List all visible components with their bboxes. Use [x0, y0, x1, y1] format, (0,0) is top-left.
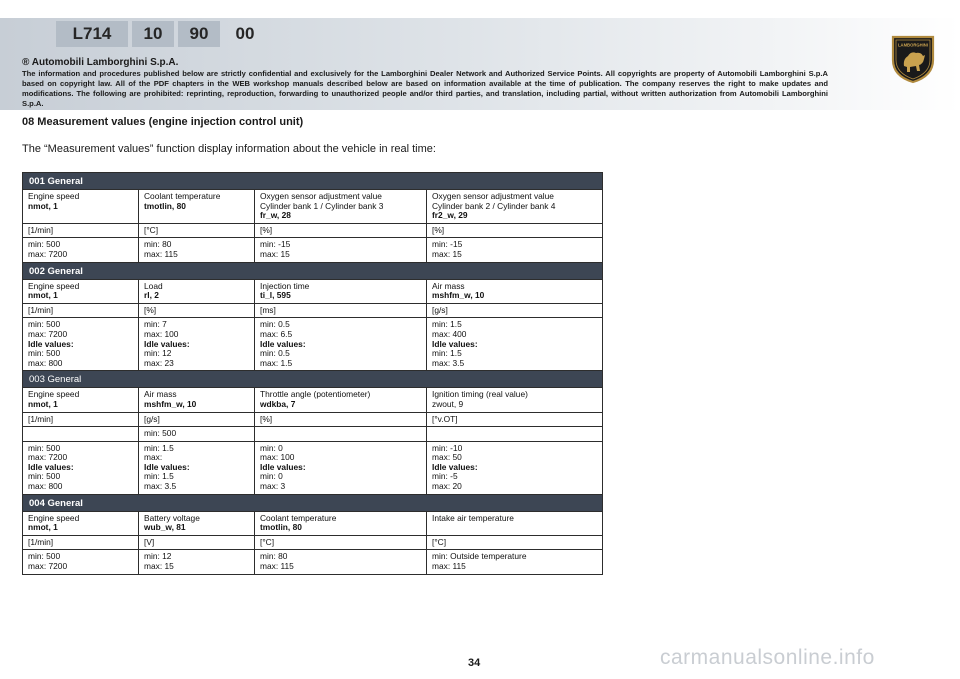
- cell-line: min: 0: [260, 471, 283, 482]
- cell-line: wub_w, 81: [144, 522, 186, 533]
- cell-line: nmot, 1: [28, 398, 58, 409]
- copyright-title: ® Automobili Lamborghini S.p.A.: [22, 57, 179, 68]
- cell-line: Idle values:: [432, 461, 478, 472]
- cell-line: [°C]: [144, 224, 159, 235]
- cell-line: max: 115: [432, 561, 466, 572]
- cell-line: max: 115: [260, 561, 294, 572]
- table-cell: [23, 412, 139, 427]
- cell-line: max:: [144, 452, 163, 463]
- table-cell: [427, 427, 603, 442]
- cell-line: min: 1.5: [144, 442, 174, 453]
- table-cell: [255, 388, 427, 412]
- table-cell: [427, 318, 603, 371]
- cell-line: max: 115: [144, 248, 178, 259]
- table-cell: [427, 303, 603, 318]
- group-code: 10: [132, 21, 174, 47]
- cell-line: max: 7200: [28, 452, 68, 463]
- cell-line: Engine speed: [28, 280, 80, 291]
- cell-line: Battery voltage: [144, 512, 200, 523]
- cell-line: Idle values:: [260, 338, 306, 349]
- cell-line: min: -15: [260, 239, 291, 250]
- cell-line: min: 0.5: [260, 348, 290, 359]
- table-cell: [23, 190, 139, 224]
- manual-code-row: [56, 21, 270, 47]
- table-cell: [255, 441, 427, 494]
- section-heading: 08 Measurement values (engine injection control unit): [22, 116, 304, 128]
- cell-line: min: 12: [144, 348, 172, 359]
- cell-line: [ms]: [260, 304, 276, 315]
- cell-line: [1/min]: [28, 304, 54, 315]
- table-row: [23, 412, 603, 427]
- table-cell: [139, 318, 255, 371]
- group-title: 002 General: [23, 262, 603, 279]
- table-cell: [139, 190, 255, 224]
- table-row: [23, 238, 603, 262]
- cell-line: [1/min]: [28, 224, 54, 235]
- table-cell: [139, 279, 255, 303]
- table-cell: [23, 511, 139, 535]
- table-cell: [427, 441, 603, 494]
- table-cell: [139, 223, 255, 238]
- cell-line: max: 800: [28, 357, 63, 368]
- table-cell: [255, 190, 427, 224]
- table-cell: [255, 238, 427, 262]
- table-cell: [139, 535, 255, 550]
- table-row: [23, 427, 603, 442]
- cell-line: wdkba, 7: [260, 398, 296, 409]
- cell-line: Ignition timing (real value): [432, 389, 528, 400]
- table-cell: [427, 190, 603, 224]
- cell-line: min: 1.5: [432, 319, 462, 330]
- cell-line: max: 3.5: [144, 481, 177, 492]
- table-cell: [139, 412, 255, 427]
- cell-line: Cylinder bank 2 / Cylinder bank 4: [432, 200, 556, 211]
- table-cell: [139, 303, 255, 318]
- table-cell: [139, 550, 255, 574]
- table-cell: [139, 441, 255, 494]
- cell-line: max: 3.5: [432, 357, 465, 368]
- table-cell: [23, 223, 139, 238]
- cell-line: max: 7200: [28, 328, 68, 339]
- cell-line: [°C]: [432, 536, 447, 547]
- cell-line: min: 500: [144, 428, 177, 439]
- cell-line: max: 20: [432, 481, 462, 492]
- table-cell: [427, 412, 603, 427]
- cell-line: max: 6.5: [260, 328, 293, 339]
- cell-line: min: 80: [260, 551, 288, 562]
- cell-line: Idle values:: [144, 338, 190, 349]
- logo-wordmark: LAMBORGHINI: [897, 42, 929, 48]
- table-row: [23, 303, 603, 318]
- table-cell: [427, 511, 603, 535]
- table-row: [23, 441, 603, 494]
- cell-line: min: 1.5: [432, 348, 462, 359]
- cell-line: min: Outside temperature: [432, 551, 527, 562]
- cell-line: min: 80: [144, 239, 172, 250]
- cell-line: Cylinder bank 1 / Cylinder bank 3: [260, 200, 384, 211]
- cell-line: [%]: [144, 304, 157, 315]
- cell-line: [1/min]: [28, 536, 54, 547]
- table-cell: [427, 238, 603, 262]
- watermark: carmanualsonline.info: [660, 646, 875, 669]
- lamborghini-bull-shield-icon: [890, 34, 936, 84]
- cell-line: max: 15: [144, 561, 174, 572]
- cell-line: Idle values:: [28, 461, 74, 472]
- cell-line: min: -15: [432, 239, 463, 250]
- table-cell: [23, 441, 139, 494]
- cell-line: Air mass: [144, 389, 177, 400]
- cell-line: max: 3: [260, 481, 286, 492]
- copyright-notice: [22, 57, 828, 109]
- cell-line: max: 1.5: [260, 357, 293, 368]
- table-row: [23, 318, 603, 371]
- table-row: [23, 190, 603, 224]
- cell-line: nmot, 1: [28, 290, 58, 301]
- cell-line: Air mass: [432, 280, 465, 291]
- cell-line: min: 500: [28, 551, 61, 562]
- table-cell: [255, 511, 427, 535]
- section-code: 00: [235, 24, 255, 43]
- cell-line: zwout, 9: [432, 398, 464, 409]
- table-cell: [139, 388, 255, 412]
- cell-line: min: 500: [28, 442, 61, 453]
- table-cell: [255, 303, 427, 318]
- cell-line: min: 500: [28, 319, 61, 330]
- cell-line: min: 7: [144, 319, 167, 330]
- table-cell: [427, 223, 603, 238]
- table-cell: [255, 535, 427, 550]
- cell-line: Idle values:: [432, 338, 478, 349]
- table-cell: [23, 279, 139, 303]
- cell-line: Injection time: [260, 280, 310, 291]
- cell-line: [%]: [432, 224, 445, 235]
- table-cell: [427, 388, 603, 412]
- cell-line: Coolant temperature: [260, 512, 337, 523]
- cell-line: min: -10: [432, 442, 463, 453]
- table-cell: [427, 535, 603, 550]
- table-cell: [255, 223, 427, 238]
- cell-line: Engine speed: [28, 389, 80, 400]
- cell-line: max: 400: [432, 328, 467, 339]
- measurement-values-table: [22, 172, 603, 575]
- cell-line: min: -5: [432, 471, 458, 482]
- table-row: [23, 279, 603, 303]
- subgroup-code: 90: [178, 21, 220, 47]
- cell-line: Idle values:: [260, 461, 306, 472]
- page-number: 34: [468, 657, 481, 669]
- table-cell: [255, 318, 427, 371]
- table-row: [23, 388, 603, 412]
- table-cell: [23, 238, 139, 262]
- cell-line: max: 800: [28, 481, 63, 492]
- cell-line: fr2_w, 29: [432, 210, 468, 221]
- cell-line: max: 7200: [28, 248, 68, 259]
- group-header-row: [23, 494, 603, 511]
- cell-line: [°v.OT]: [432, 413, 458, 424]
- group-header-row: [23, 262, 603, 279]
- cell-line: nmot, 1: [28, 200, 58, 211]
- table-cell: [255, 550, 427, 574]
- copyright-body: The information and procedures published below are strictly confidential and exclusively for the Lamborghini Dealer Network and Authorized Service Points. All copyrights are property of Automobili Lamborghini S.p.A based on copyright law. All of the PDF chapters in the WEB workshop manuals described below are based on information available at the time of publication. The company reserves the right to make updates and modifications. The following are prohibited: reprinting, reproduction, forwarding to unauthorized people and/or third parties, and translation, including partial, without written authorization from Automobili Lamborghini S.p.A.: [22, 69, 828, 108]
- cell-line: [1/min]: [28, 413, 54, 424]
- cell-line: max: 50: [432, 452, 462, 463]
- cell-line: Idle values:: [28, 338, 74, 349]
- cell-line: min: 1.5: [144, 471, 174, 482]
- cell-line: Intake air temperature: [432, 512, 514, 523]
- table-cell: [23, 303, 139, 318]
- intro-text: The “Measurement values” function display information about the vehicle in real time:: [22, 143, 436, 155]
- cell-line: Engine speed: [28, 512, 80, 523]
- table-row: [23, 535, 603, 550]
- table-cell: [23, 388, 139, 412]
- cell-line: tmotlin, 80: [260, 522, 302, 533]
- cell-line: tmotlin, 80: [144, 200, 186, 211]
- cell-line: max: 100: [144, 328, 179, 339]
- table-cell: [427, 550, 603, 574]
- cell-line: min: 500: [28, 471, 61, 482]
- group-title: 003 General: [23, 371, 603, 388]
- table-row: [23, 223, 603, 238]
- cell-line: max: 15: [260, 248, 290, 259]
- cell-line: mshfm_w, 10: [144, 398, 197, 409]
- table-cell: [139, 511, 255, 535]
- table-row: [23, 550, 603, 574]
- cell-line: [%]: [260, 224, 273, 235]
- cell-line: Engine speed: [28, 191, 80, 201]
- table-cell: [255, 427, 427, 442]
- cell-line: Load: [144, 280, 163, 291]
- cell-line: min: 0: [260, 442, 283, 453]
- table-cell: [23, 550, 139, 574]
- cell-line: Oxygen sensor adjustment value: [432, 191, 554, 201]
- cell-line: max: 23: [144, 357, 174, 368]
- model-code: L714: [56, 21, 128, 47]
- table-cell: [139, 238, 255, 262]
- cell-line: min: 0.5: [260, 319, 290, 330]
- table-cell: [23, 427, 139, 442]
- table-cell: [139, 427, 255, 442]
- cell-line: rl, 2: [144, 290, 159, 301]
- table-row: [23, 511, 603, 535]
- cell-line: ti_l, 595: [260, 290, 291, 301]
- cell-line: mshfm_w, 10: [432, 290, 485, 301]
- group-header-row: [23, 173, 603, 190]
- cell-line: nmot, 1: [28, 522, 58, 533]
- cell-line: min: 500: [28, 239, 61, 250]
- cell-line: Throttle angle (potentiometer): [260, 389, 371, 400]
- cell-line: Idle values:: [144, 461, 190, 472]
- cell-line: [%]: [260, 413, 273, 424]
- cell-line: Coolant temperature: [144, 191, 221, 201]
- group-title: 004 General: [23, 494, 603, 511]
- table-cell: [255, 279, 427, 303]
- cell-line: [°C]: [260, 536, 275, 547]
- table-cell: [23, 318, 139, 371]
- cell-line: Oxygen sensor adjustment value: [260, 191, 382, 201]
- table-cell: [427, 279, 603, 303]
- cell-line: min: 12: [144, 551, 172, 562]
- cell-line: min: 500: [28, 348, 61, 359]
- cell-line: max: 7200: [28, 561, 68, 572]
- table-cell: [23, 535, 139, 550]
- cell-line: fr_w, 28: [260, 210, 291, 221]
- cell-line: [V]: [144, 536, 155, 547]
- group-header-row: [23, 371, 603, 388]
- table-cell: [255, 412, 427, 427]
- cell-line: max: 100: [260, 452, 295, 463]
- cell-line: [g/s]: [432, 304, 448, 315]
- group-title: 001 General: [23, 173, 603, 190]
- cell-line: [g/s]: [144, 413, 160, 424]
- cell-line: max: 15: [432, 248, 462, 259]
